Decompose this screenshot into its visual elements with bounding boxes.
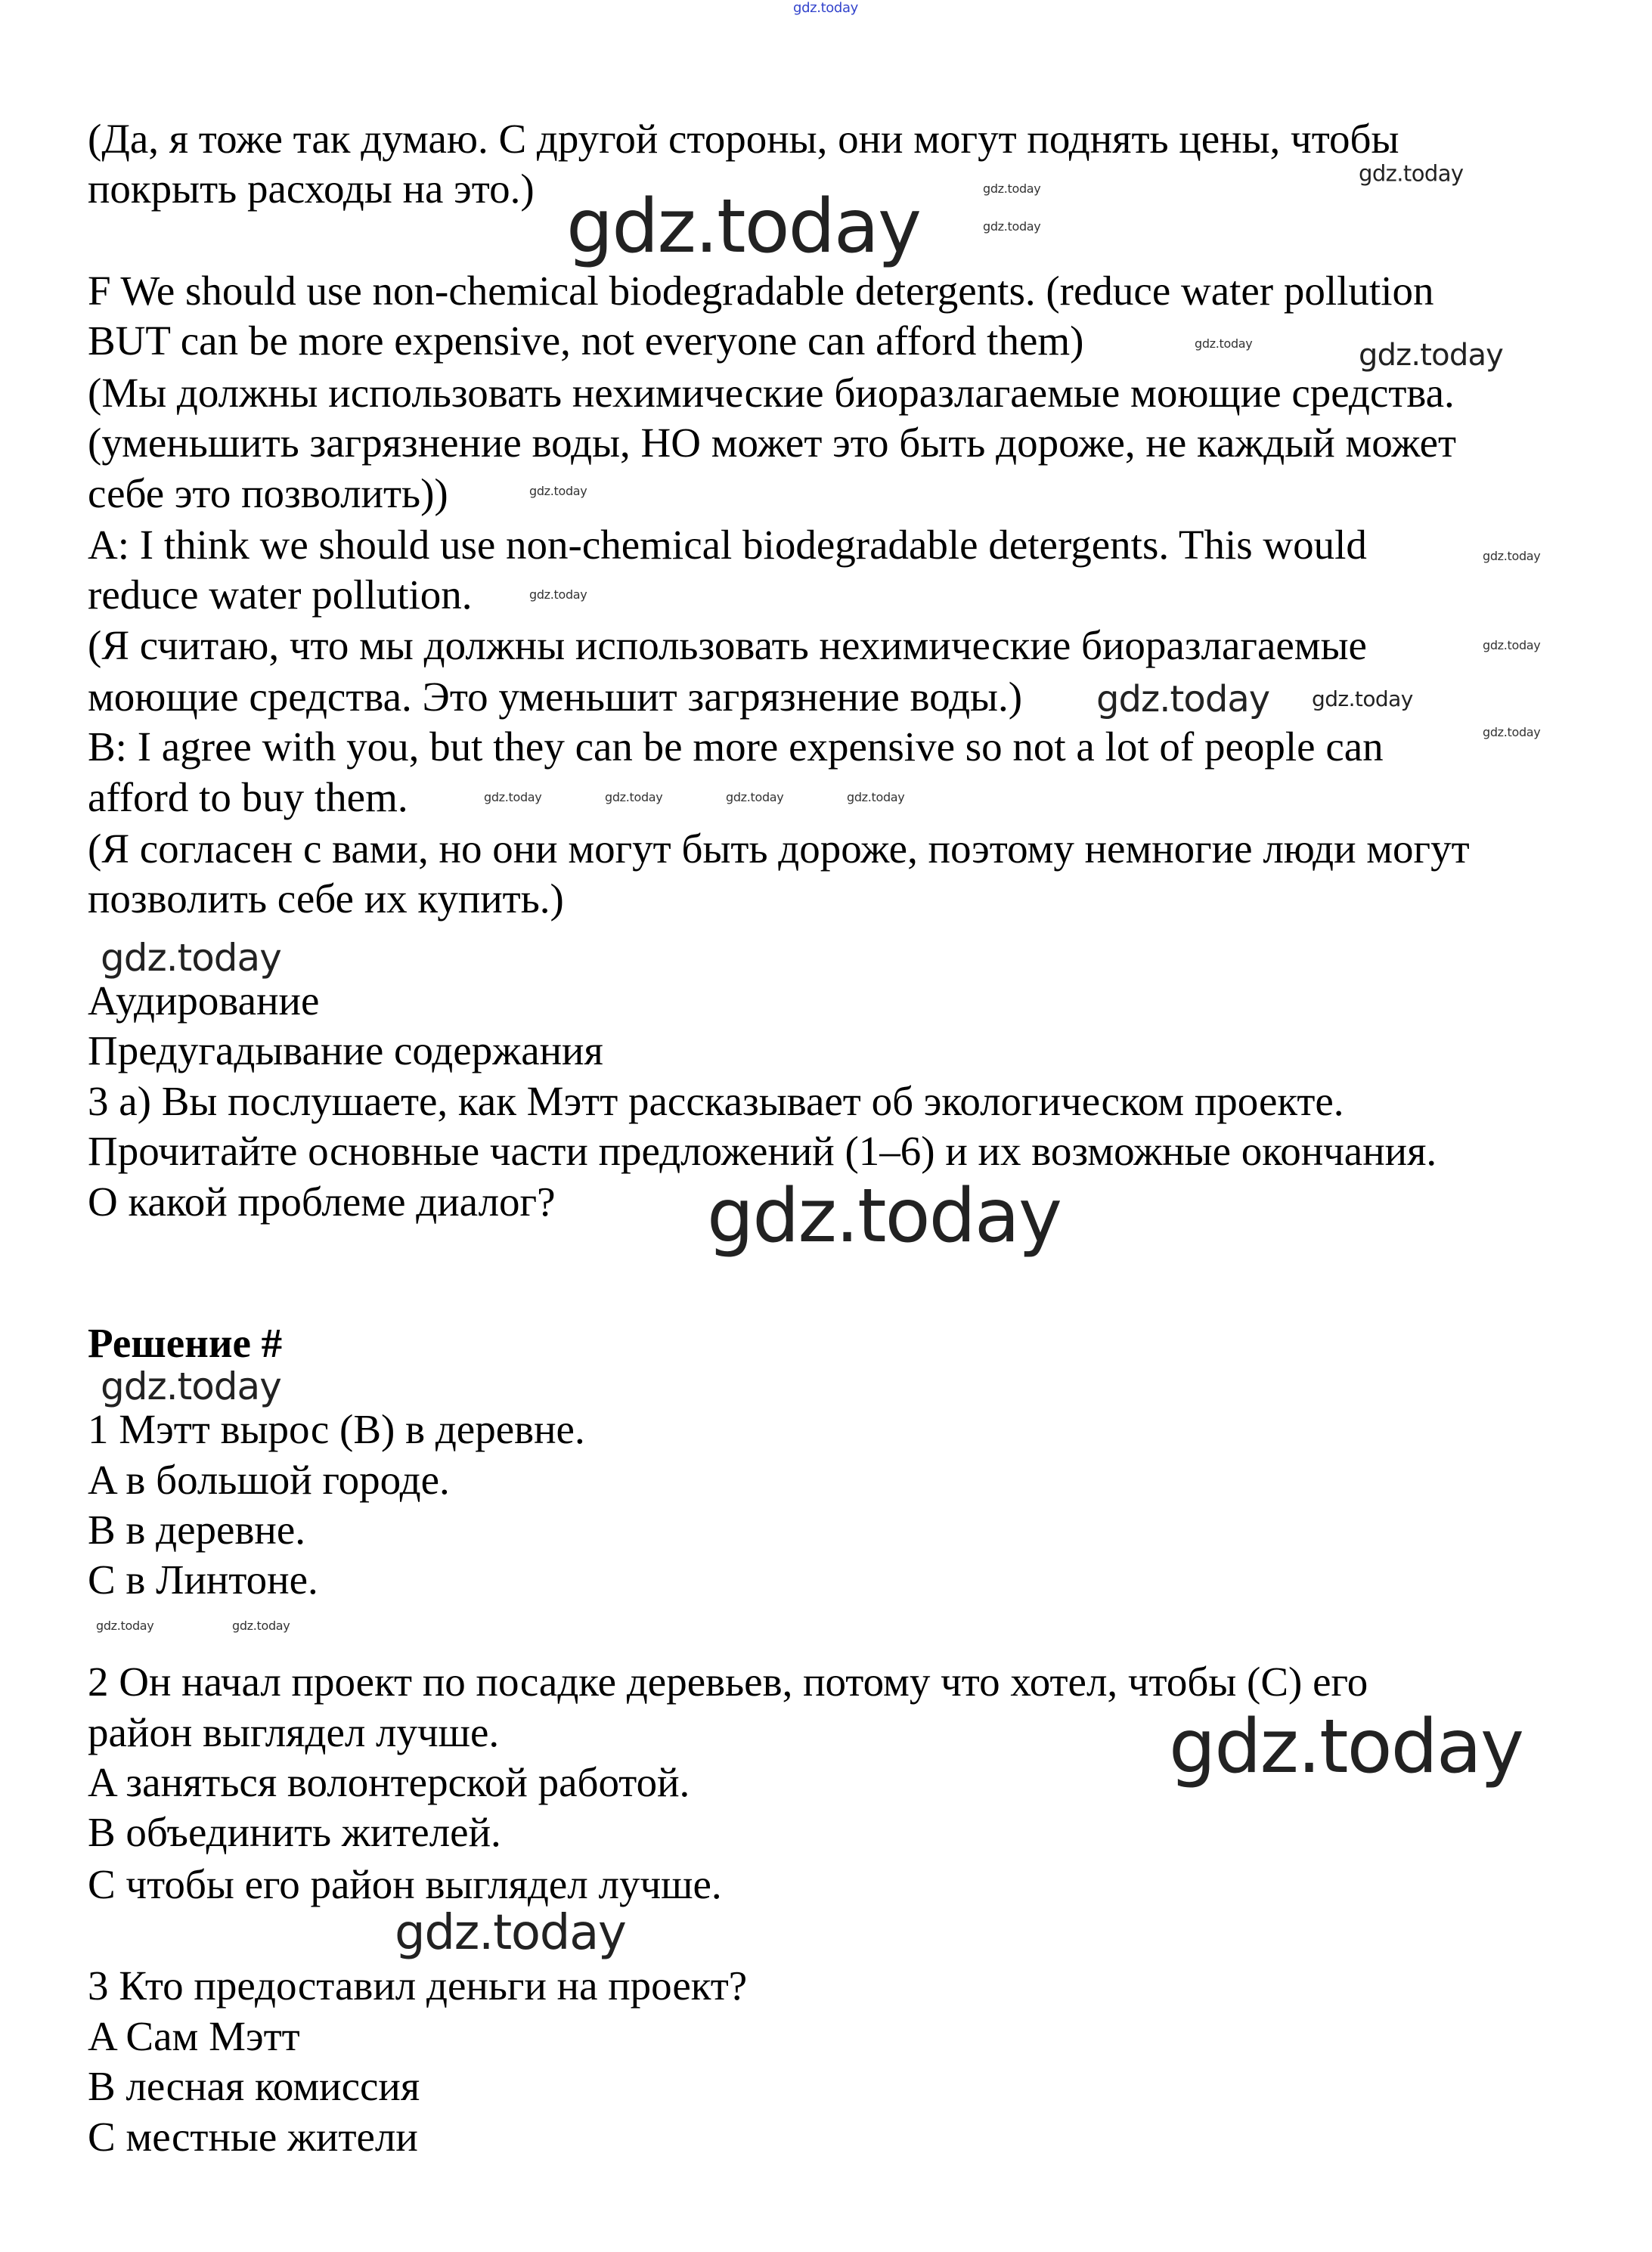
- task-text: Прочитайте основные части предложений (1–6) и их возможные окончания.: [88, 1128, 1437, 1174]
- text-line: позволить себе их купить.): [88, 875, 564, 922]
- text-line: (уменьшить загрязнение воды, НО может это быть дороже, не каждый может: [88, 420, 1457, 466]
- option-line: C в Линтоне.: [88, 1557, 318, 1603]
- watermark: gdz.today: [1195, 336, 1253, 351]
- text-line: (Я считаю, что мы должны использовать нехимические биоразлагаемые: [88, 622, 1367, 668]
- watermark: gdz.today: [1483, 638, 1541, 652]
- watermark: gdz.today: [605, 790, 663, 804]
- option-line: C местные жители: [88, 2114, 418, 2160]
- task-text: О какой проблеме диалог?: [88, 1179, 556, 1225]
- answer-line: 1 Мэтт вырос (B) в деревне.: [88, 1406, 585, 1452]
- watermark: gdz.today: [726, 790, 784, 804]
- watermark: gdz.today: [1483, 725, 1541, 739]
- task-text: 3 а) Вы послушаете, как Мэтт рассказывает об экологическом проекте.: [88, 1078, 1344, 1124]
- watermark: gdz.today: [1169, 1704, 1523, 1790]
- text-line: A: I think we should use non-chemical biodegradable detergents. This would: [88, 522, 1367, 568]
- option-line: B в деревне.: [88, 1507, 306, 1553]
- watermark: gdz.today: [566, 184, 921, 270]
- subsection-heading: Предугадывание содержания: [88, 1027, 603, 1073]
- option-line: A Сам Мэтт: [88, 2013, 300, 2059]
- text-line: reduce water pollution.: [88, 572, 473, 618]
- option-line: A в большой городе.: [88, 1457, 450, 1503]
- option-line: C чтобы его район выглядел лучше.: [88, 1861, 722, 1907]
- watermark: gdz.today: [529, 484, 587, 498]
- option-line: B лесная комиссия: [88, 2063, 420, 2109]
- answer-line: район выглядел лучше.: [88, 1709, 500, 1755]
- watermark: gdz.today: [529, 587, 587, 602]
- watermark: gdz.today: [793, 0, 858, 16]
- watermark: gdz.today: [1359, 160, 1464, 187]
- watermark: gdz.today: [983, 181, 1041, 196]
- watermark: gdz.today: [707, 1173, 1062, 1259]
- watermark: gdz.today: [983, 219, 1041, 234]
- watermark: gdz.today: [1096, 678, 1270, 720]
- watermark: gdz.today: [232, 1619, 290, 1633]
- text-line: (Мы должны использовать нехимические биоразлагаемые моющие средства.: [88, 370, 1455, 416]
- option-line: A заняться волонтерской работой.: [88, 1759, 690, 1805]
- watermark: gdz.today: [1483, 549, 1541, 563]
- section-heading: Аудирование: [88, 977, 320, 1024]
- watermark: gdz.today: [101, 936, 281, 980]
- text-line: (Да, я тоже так думаю. С другой стороны, они могут поднять цены, чтобы: [88, 116, 1399, 162]
- text-line: F We should use non-chemical biodegradable detergents. (reduce water pollution: [88, 268, 1434, 314]
- text-line: покрыть расходы на это.): [88, 166, 535, 212]
- text-line: B: I agree with you, but they can be more expensive so not a lot of people can: [88, 723, 1384, 770]
- text-line: BUT can be more expensive, not everyone can afford them): [88, 318, 1084, 364]
- watermark: gdz.today: [1312, 686, 1413, 711]
- watermark: gdz.today: [847, 790, 905, 804]
- watermark: gdz.today: [395, 1905, 626, 1961]
- text-line: себе это позволить)): [88, 470, 448, 516]
- answer-line: 3 Кто предоставил деньги на проект?: [88, 1962, 748, 2009]
- text-line: afford to buy them.: [88, 774, 408, 820]
- watermark: gdz.today: [96, 1619, 154, 1633]
- answer-line: 2 Он начал проект по посадке деревьев, потому что хотел, чтобы (C) его: [88, 1659, 1368, 1705]
- watermark: gdz.today: [101, 1365, 281, 1408]
- watermark: gdz.today: [1359, 338, 1504, 373]
- watermark: gdz.today: [484, 790, 542, 804]
- solution-heading: Решение #: [88, 1320, 283, 1366]
- text-line: моющие средства. Это уменьшит загрязнение воды.): [88, 674, 1023, 720]
- option-line: B объединить жителей.: [88, 1809, 501, 1855]
- text-line: (Я согласен с вами, но они могут быть дороже, поэтому немногие люди могут: [88, 826, 1470, 872]
